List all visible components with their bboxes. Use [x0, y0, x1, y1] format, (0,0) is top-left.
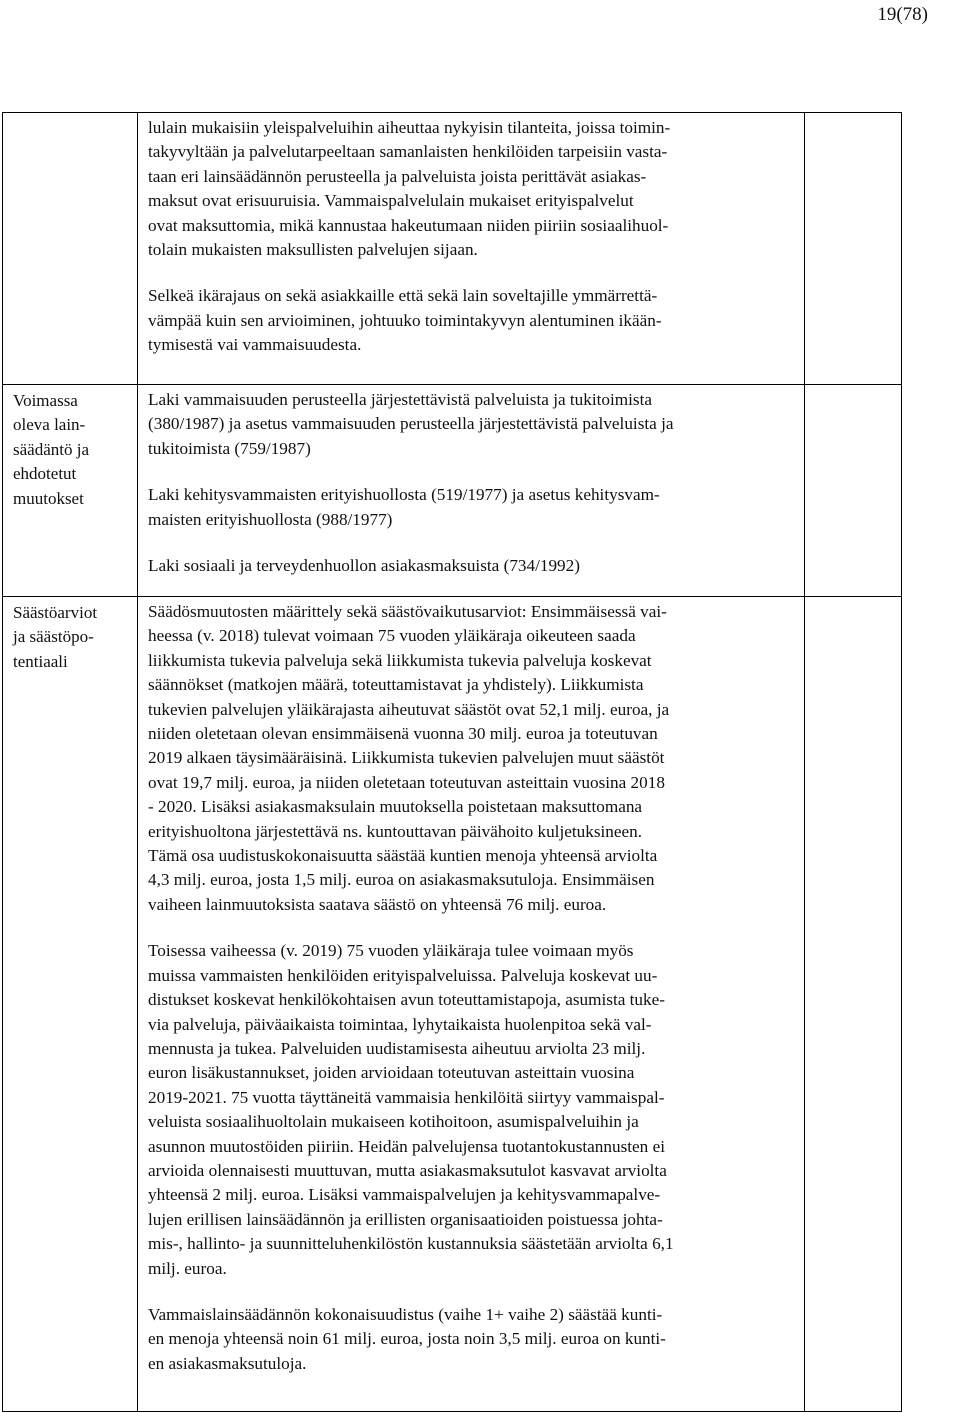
table-row — [3, 385, 902, 597]
table-row — [3, 597, 902, 1412]
row-content-cell — [138, 597, 805, 1412]
paragraph: Toisessa vaiheessa (v. 2019) 75 vuoden yläikäraja tulee voimaan myös muissa vammaisten henkilöiden erityispalveluissa. Palveluja koskevat uu- distukset koskevat henkilökohtaisen avun toteuttamistapoja, asumista tuke- via palveluja, päiväaikaista toimintaa, lyhytaikaista huolenpitoa sekä val- mennusta ja tukea. Palveluiden uudistamisesta aiheutuu arviolta 23 milj. euron lisäkustannukset, joiden arvioidaan toteutuvan asteittain vuosina 2019-2021. 75 vuotta täyttäneitä vammaisia henkilöitä siirtyy vammaispal- veluista sosiaalihuoltolain mukaiseen kotihoitoon, asumispalveluihin ja asunnon muutostöiden piiriin. Heidän palvelujensa tuotantokustannusten ei arvioida olennaisesti muuttuvan, mutta asiakasmaksutulot kasvavat arviolta yhteensä 2 milj. euroa. Lisäksi vammaispalvelujen ja kehitysvammapalve- lujen erillisen lainsäädännön ja erillisten organisaatioiden poistuessa johta- mis-, hallinto- ja suunnitteluhenkilöstön kustannuksia säästetään arviolta 6,1 milj. euroa. — [148, 941, 674, 1278]
empty-cell — [805, 385, 902, 597]
paragraph: Laki vammaisuuden perusteella järjestettävistä palveluista ja tukitoimista (380/1987) ja asetus vammaisuuden perusteella järjestettävistä palveluista ja tukitoimista (759/1987) — [148, 390, 674, 458]
row-label — [3, 113, 137, 117]
paragraph: Laki kehitysvammaisten erityishuollosta (519/1977) ja asetus kehitysvam- maisten erityishuollosta (988/1977) — [148, 485, 660, 529]
empty-cell — [805, 597, 902, 1412]
table-row — [3, 113, 902, 385]
paragraph: Laki sosiaali ja terveydenhuollon asiakasmaksuista (734/1992) — [148, 556, 580, 576]
row-label: Säästöarviot ja säästöpo- tentiaali — [13, 603, 98, 671]
row-label-cell — [3, 113, 138, 385]
row-content-cell — [138, 385, 805, 597]
paragraph: Selkeä ikärajaus on sekä asiakkaille että sekä lain soveltajille ymmärrettä- vämpää kuin sen arvioiminen, johtuuko toimintakyvyn alentuminen ikään- tymisestä vai vammaisuudesta. — [148, 286, 662, 355]
paragraph: Säädösmuutosten määrittely sekä säästövaikutusarviot: Ensimmäisessä vai- heessa (v. 2018) tulevat voimaan 75 vuoden yläikäraja oikeuteen saada liikkumista tukevia palveluja sekä liikkumista tukevia palveluja koskevat säännökset (matkojen määrä, toteuttamistavat ja yhdistely). Liikkumista tukevien palvelujen yläikärajasta aiheutuvat säästöt ovat 52,1 milj. euroa, ja niiden oletetaan olevan ensimmäisenä vuonna 30 milj. euroa ja toteutuvan 2019 alkaen täysimääräisinä. Liikkumista tukevien palvelujen muut säästöt ovat 19,7 milj. euroa, ja niiden oletetaan toteutuvan asteittain vuosina 2018 - 2020. Lisäksi asiakasmaksulain muutoksella poistetaan maksuttomana erityishuoltona järjestettävä ns. kuntouttavan päivähoito kuljetuksineen. Tämä osa uudistuskokonaisuutta säästää kuntien menoja yhteensä arviolta 4,3 milj. euroa, josta 1,5 milj. euroa on asiakasmaksutuloja. Ensimmäisen vaiheen lainmuutoksista saatava säästö on yhteensä 76 milj. euroa. — [148, 602, 670, 914]
document-table — [2, 112, 902, 1412]
paragraph: Vammaislainsäädännön kokonaisuudistus (vaihe 1+ vaihe 2) säästää kunti- en menoja yhteensä noin 61 milj. euroa, josta noin 3,5 milj. euroa on kunti- en asiakasmaksutuloja. — [148, 1304, 666, 1373]
paragraph: lulain mukaisiin yleispalveluihin aiheuttaa nykyisin tilanteita, joissa toimin- takyvyltään ja palvelutarpeeltaan samanlaisten henkilöiden tarpeisiin vasta- taan eri lainsäädännön perusteella ja palveluista joista perittävät asiakas- maksut ovat erisuuruisia. Vammaispalvelulain mukaiset erityispalvelut ovat maksuttomia, mikä kannustaa hakeutumaan niiden piiriin sosiaalihuol- tolain mukaisten maksullisten palvelujen sijaan. — [148, 118, 671, 260]
row-label: Voimassa oleva lain- säädäntö ja ehdotetut muutokset — [13, 391, 89, 508]
row-label-cell — [3, 597, 138, 1412]
empty-cell — [805, 113, 902, 385]
page-number: 19(78) — [877, 4, 928, 25]
row-label-cell — [3, 385, 138, 597]
row-content-cell — [138, 113, 805, 385]
